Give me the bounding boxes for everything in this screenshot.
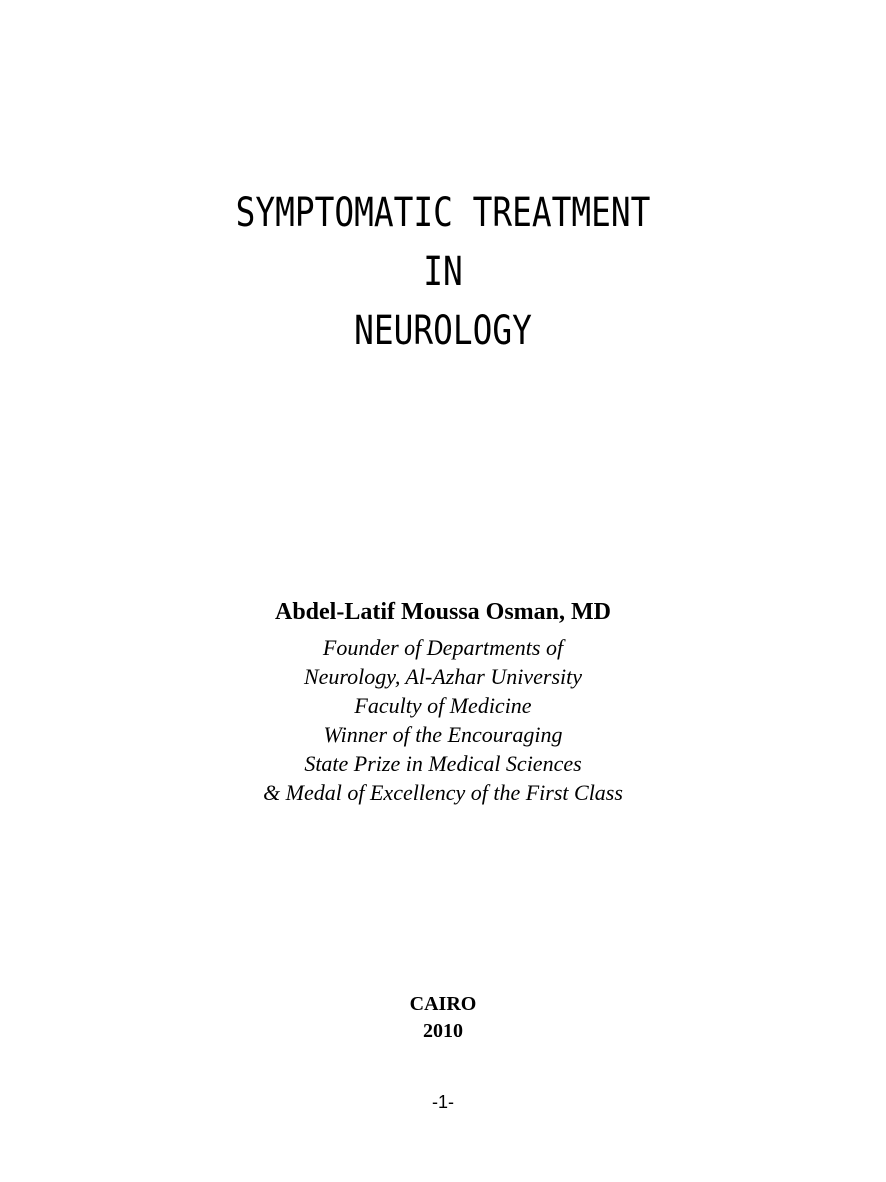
book-title-line-2: IN xyxy=(423,249,463,295)
book-title xyxy=(80,184,807,361)
page-number: -1- xyxy=(432,1092,454,1112)
imprint-place: CAIRO xyxy=(409,993,477,1015)
book-title-line-1: SYMPTOMATIC TREATMENT xyxy=(235,190,651,236)
affiliation-line-5: State Prize in Medical Sciences xyxy=(304,751,582,776)
affiliation-line-4: Winner of the Encouraging xyxy=(323,722,563,747)
imprint-year: 2010 xyxy=(423,1020,463,1042)
affiliation-line-2: Neurology, Al-Azhar University xyxy=(303,664,583,689)
imprint xyxy=(0,991,886,1045)
affiliation-line-3: Faculty of Medicine xyxy=(354,693,532,718)
book-title-line-3: NEUROLOGY xyxy=(354,308,532,354)
affiliation-line-6: & Medal of Excellency of the First Class xyxy=(263,780,623,805)
author-affiliation xyxy=(0,633,886,807)
author-name: Abdel-Latif Moussa Osman, MD xyxy=(274,599,611,625)
affiliation-line-1: Founder of Departments of xyxy=(322,635,564,660)
